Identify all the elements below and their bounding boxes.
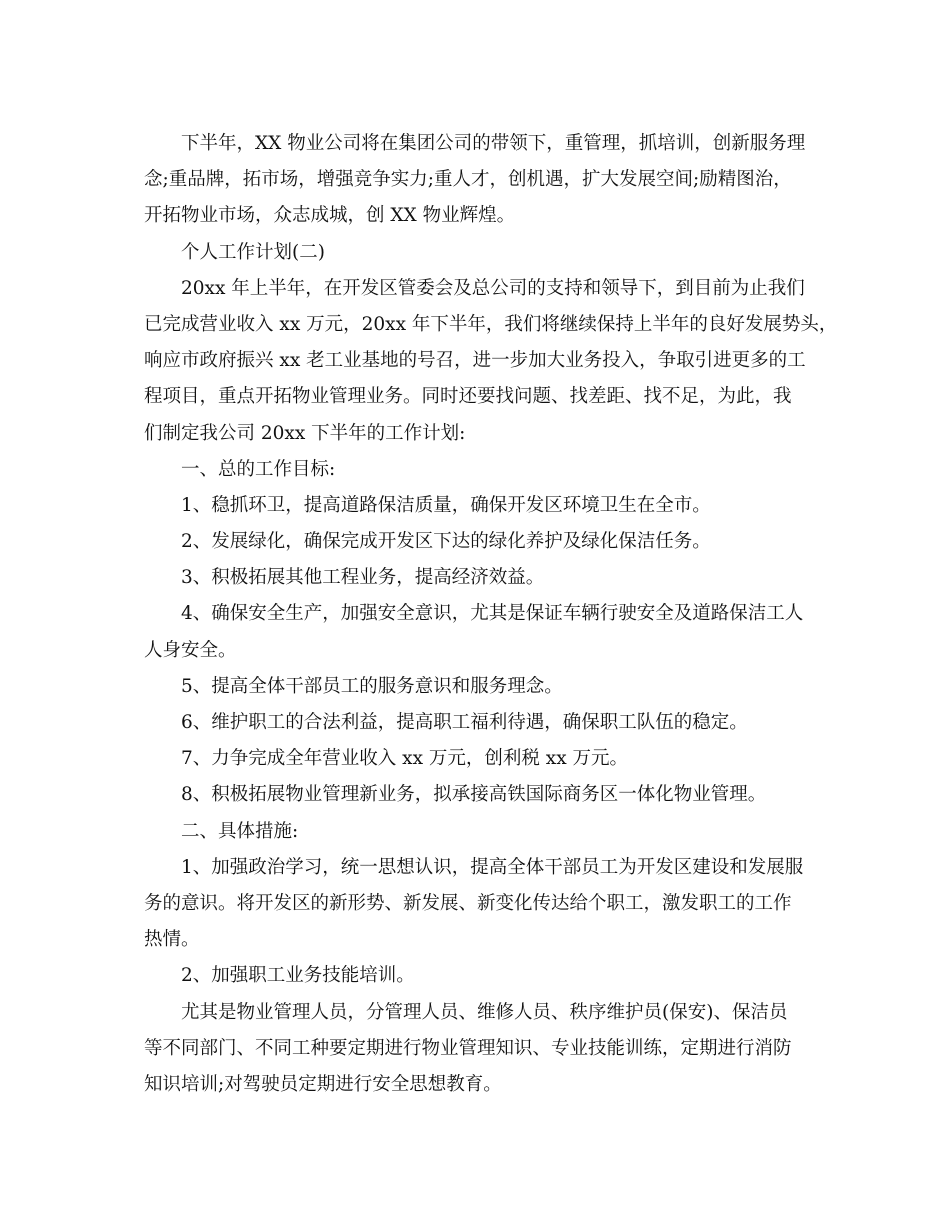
text-line: 20xx 年上半年，在开发区管委会及总公司的支持和领导下，到目前为止我们 bbox=[181, 277, 805, 299]
text-line: 知识培训;对驾驶员定期进行安全思想教育。 bbox=[144, 1073, 502, 1095]
text-line: 们制定我公司 20xx 下半年的工作计划: bbox=[144, 422, 466, 444]
text-line: 6、维护职工的合法利益，提高职工福利待遇，确保职工队伍的稳定。 bbox=[181, 712, 748, 733]
text-line: 8、积极拓展物业管理新业务，拟承接高铁国际商务区一体化物业管理。 bbox=[181, 784, 767, 806]
goal-item-8 bbox=[144, 777, 814, 813]
text-line: 响应市政府振兴 xx 老工业基地的号召，进一步加大业务投入，争取引进更多的工 bbox=[144, 350, 806, 372]
text-line: 2、发展绿化，确保完成开发区下达的绿化养护及绿化保洁任务。 bbox=[181, 531, 711, 553]
text-line: 开拓物业市场，众志成城，创 XX 物业辉煌。 bbox=[144, 205, 516, 227]
text-line: 个人工作计划(二) bbox=[181, 241, 325, 263]
text-line: 念;重品牌，拓市场，增强竞争实力;重人才，创机遇，扩大发展空间;励精图治， bbox=[144, 169, 792, 191]
text-line: 二、具体措施: bbox=[181, 820, 299, 842]
text-line: 7、力争完成全年营业收入 xx 万元，创利税 xx 万元。 bbox=[181, 748, 629, 770]
paragraph-overview bbox=[144, 271, 838, 452]
section-heading-goals bbox=[144, 452, 814, 488]
section-heading-plan-two bbox=[144, 235, 814, 271]
text-line: 已完成营业收入 xx 万元，20xx 年下半年，我们将继续保持上半年的良好发展势头， bbox=[144, 313, 838, 335]
text-line: 人身安全。 bbox=[144, 639, 237, 661]
goal-item-3 bbox=[144, 560, 814, 596]
text-line: 热情。 bbox=[144, 929, 200, 951]
text-line: 程项目，重点开拓物业管理业务。同时还要找问题、找差距、找不足，为此，我 bbox=[144, 386, 792, 408]
text-line: 3、积极拓展其他工程业务，提高经济效益。 bbox=[181, 567, 545, 589]
measure-item-1 bbox=[144, 850, 814, 959]
text-line: 尤其是物业管理人员，分管理人员、维修人员、秩序维护员(保安)、保洁员 bbox=[181, 1001, 788, 1023]
text-line: 一、总的工作目标: bbox=[181, 458, 336, 480]
paragraph-training-details bbox=[144, 995, 814, 1104]
text-line: 下半年，XX 物业公司将在集团公司的带领下，重管理，抓培训，创新服务理 bbox=[181, 133, 806, 154]
text-line: 1、稳抓环卫，提高道路保洁质量，确保开发区环境卫生在全市。 bbox=[181, 494, 711, 516]
document-page bbox=[144, 126, 838, 1103]
goal-item-4 bbox=[144, 596, 814, 668]
goal-item-6 bbox=[144, 705, 814, 741]
goal-item-5 bbox=[144, 669, 814, 705]
text-line: 2、加强职工业务技能培训。 bbox=[181, 965, 415, 987]
paragraph-intro bbox=[144, 126, 814, 235]
text-line: 等不同部门、不同工种要定期进行物业管理知识、专业技能训练，定期进行消防 bbox=[144, 1037, 792, 1059]
text-line: 1、加强政治学习，统一思想认识，提高全体干部员工为开发区建设和发展服 bbox=[181, 856, 804, 878]
goal-item-1 bbox=[144, 488, 814, 524]
text-line: 务的意识。将开发区的新形势、新发展、新变化传达给个职工，激发职工的工作 bbox=[144, 892, 792, 914]
measure-item-2 bbox=[144, 958, 814, 994]
text-line: 4、确保安全生产，加强安全意识，尤其是保证车辆行驶安全及道路保洁工人 bbox=[181, 603, 804, 625]
section-heading-measures bbox=[144, 814, 814, 850]
goal-item-2 bbox=[144, 524, 814, 560]
text-line: 5、提高全体干部员工的服务意识和服务理念。 bbox=[181, 675, 563, 697]
goal-item-7 bbox=[144, 741, 814, 777]
